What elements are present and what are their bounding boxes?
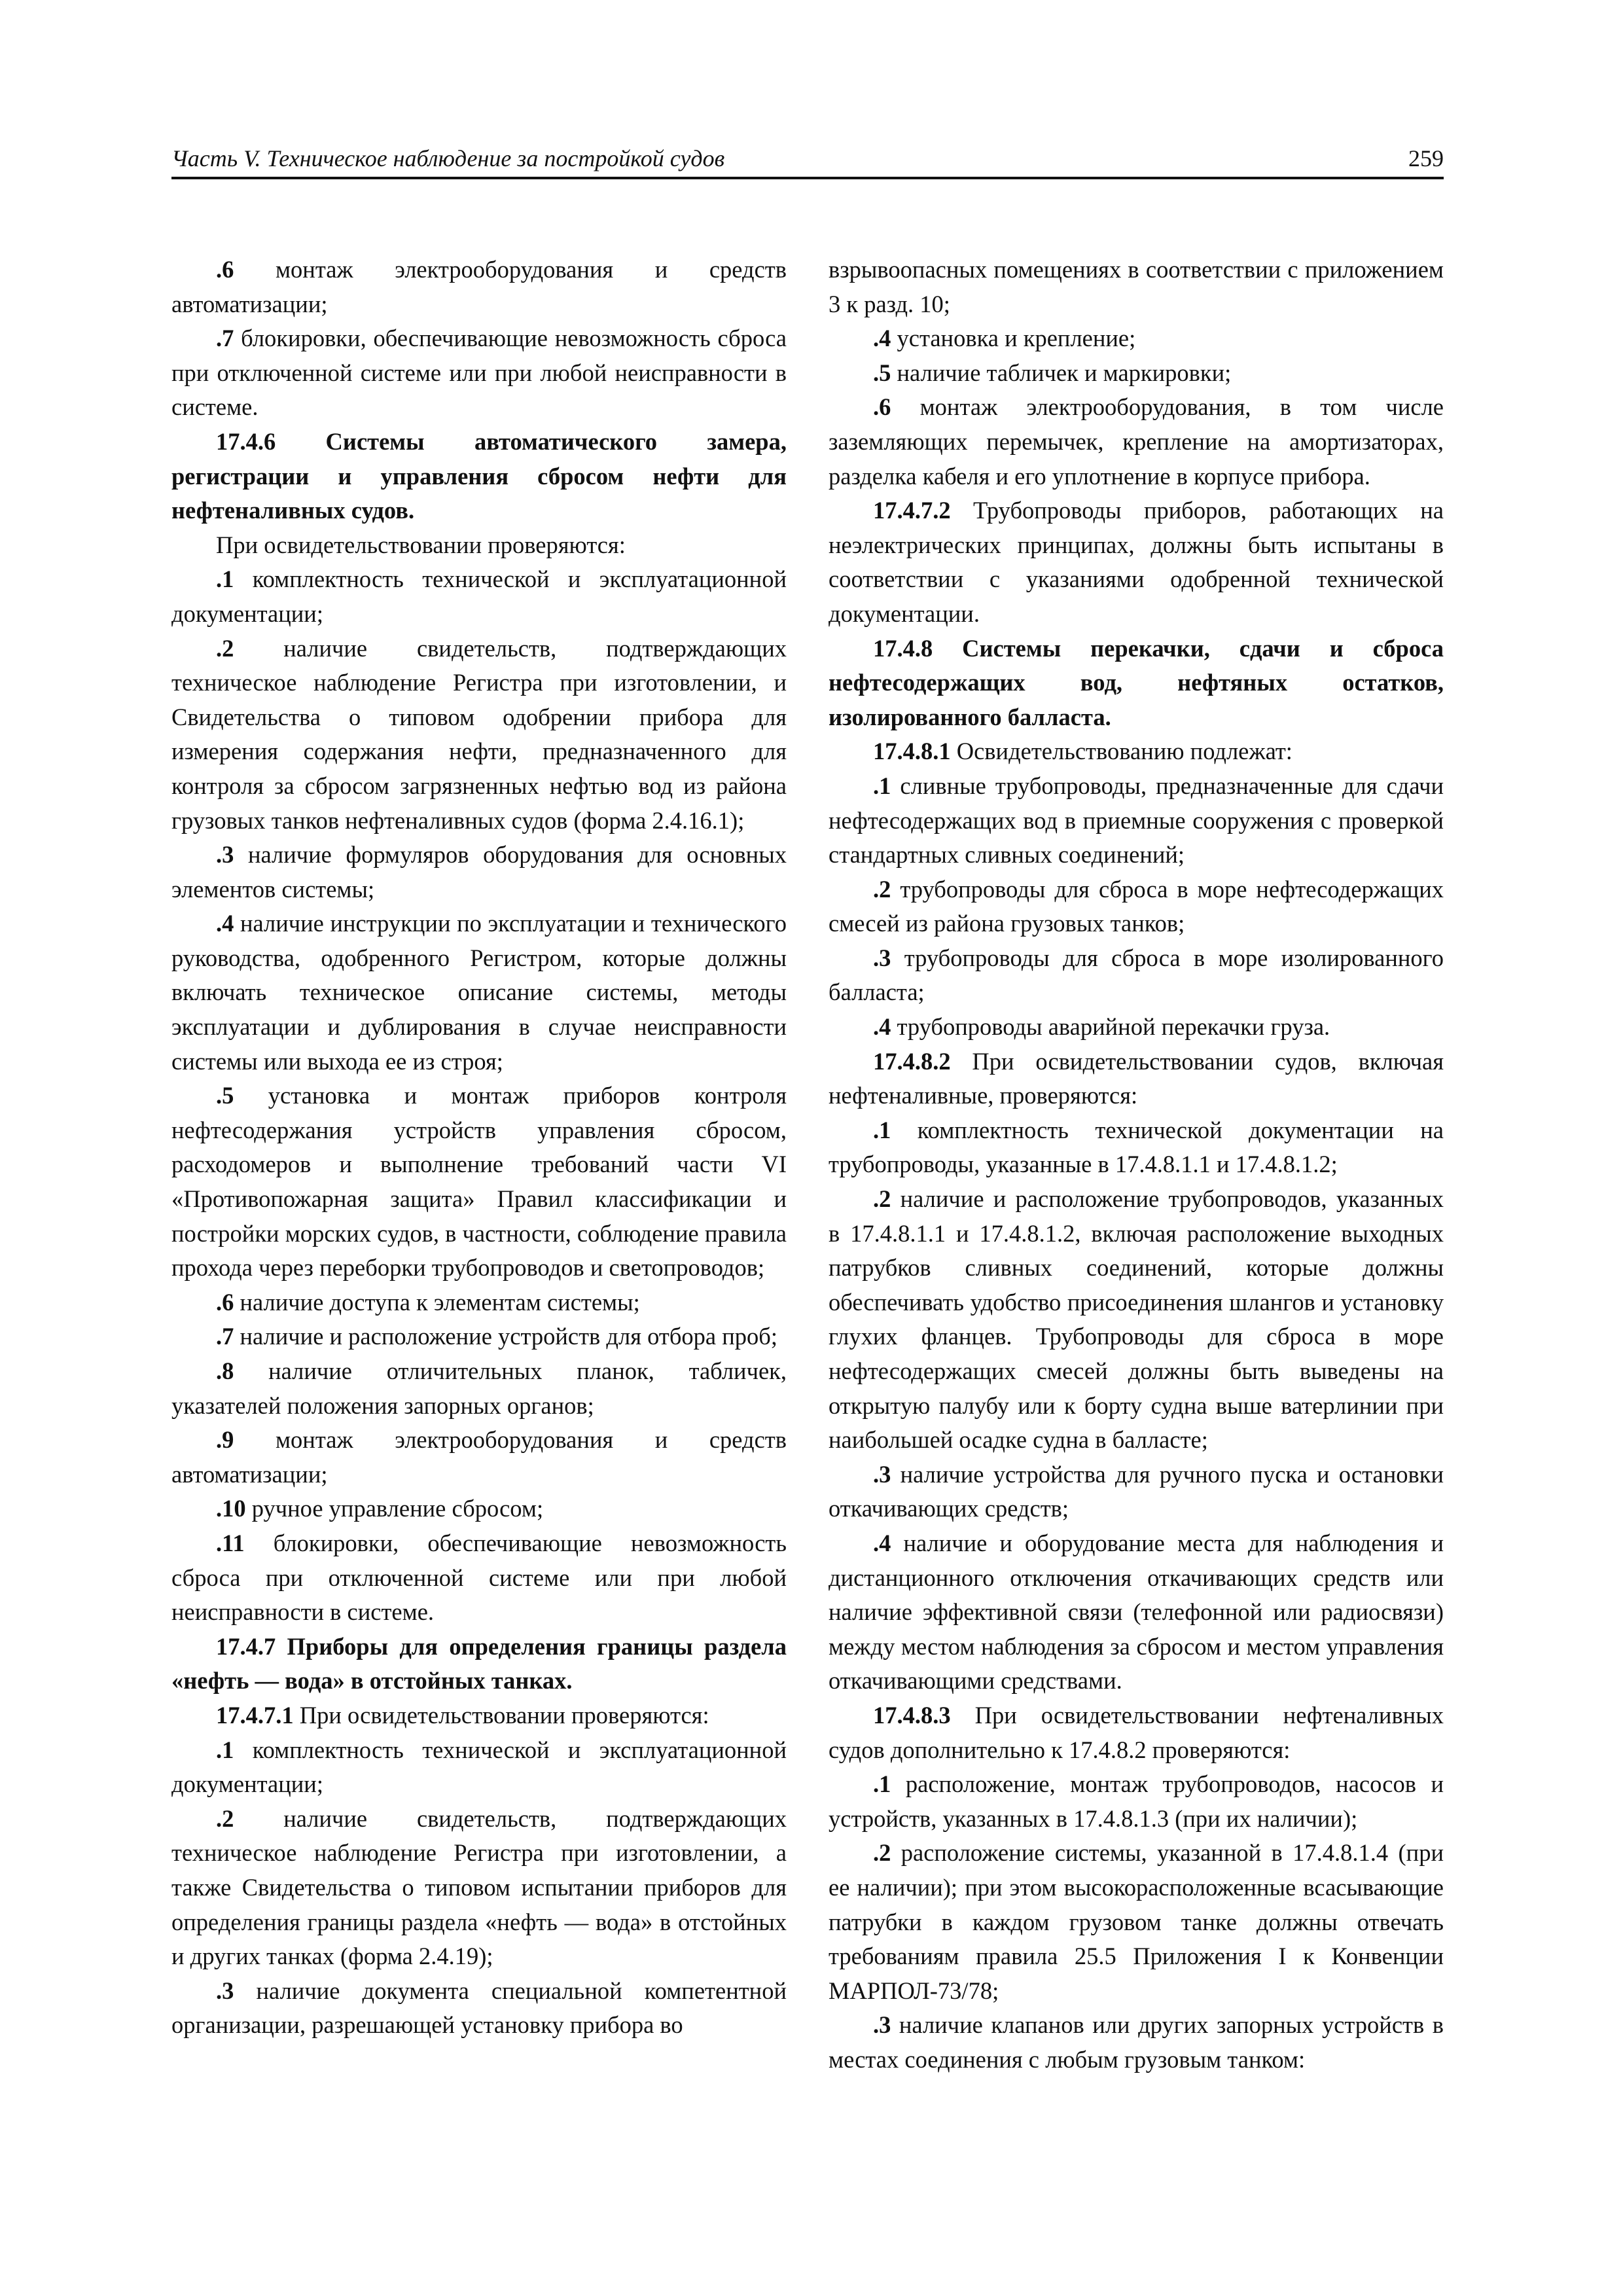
paragraph-text: наличие свидетельств, подтверждающих техническое наблюдение Регистра при изготовлении, а также Свидетельства о типовом испытании приборов для определения границы раздела «нефть — вода» в отстойных и других танках (форма 2.4.19); <box>171 1804 787 1970</box>
paragraph-text: сливные трубопроводы, предназначенные для сдачи нефтесодержащих вод в приемные сооружения с проверкой стандартных сливных соединений; <box>829 772 1444 869</box>
paragraph-text: комплектность технической документации на трубопроводы, указанные в 17.4.8.1.1 и 17.4.8.1.2; <box>829 1116 1444 1178</box>
item-number: .3 <box>873 944 891 971</box>
paragraph-text: монтаж электрооборудования и средств автоматизации; <box>171 256 787 317</box>
paragraph-text: трубопроводы для сброса в море нефтесодержащих смесей из района грузовых танков; <box>829 875 1444 937</box>
paragraph-text: трубопроводы аварийной перекачки груза. <box>891 1013 1330 1041</box>
paragraph <box>829 1698 1444 1767</box>
item-number: .1 <box>873 1770 891 1798</box>
item-number: .9 <box>216 1426 234 1454</box>
item-number: .2 <box>216 1804 234 1832</box>
item-number: .3 <box>873 1460 891 1488</box>
paragraph-text: наличие табличек и маркировки; <box>891 359 1232 386</box>
section-heading <box>829 632 1444 735</box>
paragraph <box>829 1182 1444 1458</box>
item-number: .4 <box>873 1529 891 1556</box>
paragraph-text: установка и монтаж приборов контроля нефтесодержания устройств управления сбросом, расходомеров и выполнение требований части VI «Противопожарная защита» Правил классификации и постройки морских судов, в частности, соблюдение правила прохода через переборки трубопроводов и светопроводов; <box>171 1082 787 1282</box>
item-number: .5 <box>216 1082 234 1109</box>
item-number: 17.4.7.1 <box>216 1701 294 1729</box>
paragraph-text: трубопроводы для сброса в море изолированного балласта; <box>829 944 1444 1006</box>
section-heading <box>171 425 787 528</box>
paragraph-text: наличие клапанов или других запорных устройств в местах соединения с любым грузовым танком: <box>829 2011 1444 2073</box>
paragraph <box>829 1836 1444 2008</box>
paragraph-text: комплектность технической и эксплуатационной документации; <box>171 1736 787 1798</box>
paragraph <box>171 632 787 838</box>
page-number: 259 <box>1408 145 1444 171</box>
paragraph <box>171 528 787 563</box>
paragraph-text: наличие отличительных планок, табличек, указателей положения запорных органов; <box>171 1357 787 1419</box>
paragraph-text: Трубопроводы приборов, работающих на неэлектрических принципах, должны быть испытаны в соответствии с указаниями одобренной технической документации. <box>829 497 1444 627</box>
heading-text: 17.4.7 Приборы для определения границы раздела «нефть — вода» в отстойных танках. <box>171 1632 787 1695</box>
item-number: .3 <box>216 1977 234 2004</box>
paragraph <box>829 1458 1444 1526</box>
item-number: .1 <box>216 565 234 593</box>
paragraph-text: Освидетельствованию подлежат: <box>950 738 1293 765</box>
item-number: .1 <box>216 1736 234 1763</box>
item-number: .2 <box>873 875 891 903</box>
paragraph <box>171 1733 787 1802</box>
paragraph <box>171 1319 787 1354</box>
paragraph <box>171 1802 787 1974</box>
paragraph-text: наличие свидетельств, подтверждающих техническое наблюдение Регистра при изготовлении, и Свидетельства о типовом одобрении прибора для измерения содержания нефти, предназначенного для контроля за сбросом загрязненных нефтью вод из района грузовых танков нефтеналивных судов (форма 2.4.16.1); <box>171 634 787 834</box>
paragraph-text: монтаж электрооборудования и средств автоматизации; <box>171 1426 787 1488</box>
item-number: .7 <box>216 325 234 352</box>
paragraph-text: ручное управление сбросом; <box>245 1495 544 1522</box>
paragraph <box>171 1354 787 1423</box>
paragraph <box>171 906 787 1079</box>
paragraph-text: При освидетельствовании проверяются: <box>293 1701 709 1729</box>
heading-text: 17.4.6 Системы автоматического замера, регистрации и управления сбросом нефти для нефтеналивных судов. <box>171 427 787 524</box>
paragraph <box>171 1974 787 2043</box>
item-number: 17.4.8.2 <box>873 1047 951 1075</box>
header-rule <box>171 177 1444 179</box>
paragraph-text: взрывоопасных помещениях в соответствии с приложением 3 к разд. 10; <box>829 256 1444 317</box>
paragraph <box>829 356 1444 391</box>
paragraph <box>829 321 1444 356</box>
paragraph <box>171 838 787 906</box>
item-number: .1 <box>873 772 891 799</box>
item-number: 17.4.8.3 <box>873 1701 951 1729</box>
item-number: .2 <box>216 634 234 662</box>
item-number: .3 <box>216 841 234 869</box>
running-header <box>171 140 1444 177</box>
paragraph <box>829 769 1444 872</box>
paragraph <box>829 1113 1444 1182</box>
paragraph <box>171 321 787 425</box>
item-number: .6 <box>216 1288 234 1316</box>
paragraph-text: расположение системы, указанной в 17.4.8.1.4 (при ее наличии); при этом высокорасположенные всасывающие патрубки в каждом грузовом танке должны отвечать требованиям правила 25.5 Приложения I к Конвенции МАРПОЛ-73/78; <box>829 1839 1444 2004</box>
item-number: .7 <box>216 1323 234 1350</box>
header-title: Часть V. Техническое наблюдение за постройкой судов <box>171 145 725 171</box>
paragraph <box>171 1079 787 1285</box>
paragraph-text: наличие доступа к элементам системы; <box>234 1288 640 1316</box>
paragraph <box>829 941 1444 1010</box>
paragraph <box>171 1423 787 1492</box>
paragraph <box>829 2008 1444 2077</box>
paragraph-text: блокировки, обеспечивающие невозможность сброса при отключенной системе или при любой неисправности в системе. <box>171 1529 787 1626</box>
item-number: 17.4.7.2 <box>873 497 951 524</box>
item-number: .4 <box>873 1013 891 1041</box>
paragraph <box>829 493 1444 631</box>
item-number: .2 <box>873 1185 891 1213</box>
paragraph <box>829 1010 1444 1045</box>
heading-text: 17.4.8 Системы перекачки, сдачи и сброса нефтесодержащих вод, нефтяных остатков, изолированного балласта. <box>829 634 1444 730</box>
paragraph-text: расположение, монтаж трубопроводов, насосов и устройств, указанных в 17.4.8.1.3 (при их наличии); <box>829 1770 1444 1832</box>
paragraph <box>829 1767 1444 1836</box>
paragraph-text: При освидетельствовании нефтеналивных судов дополнительно к 17.4.8.2 проверяются: <box>829 1701 1444 1763</box>
paragraph <box>829 872 1444 941</box>
paragraph <box>171 562 787 631</box>
item-number: .6 <box>873 393 891 421</box>
right-column <box>829 253 1444 2077</box>
item-number: .3 <box>873 2011 891 2039</box>
paragraph-text: наличие документа специальной компетентной организации, разрешающей установку прибора во <box>171 1977 787 2039</box>
paragraph <box>829 390 1444 493</box>
item-number: .5 <box>873 359 891 386</box>
paragraph <box>829 1526 1444 1698</box>
paragraph-text: наличие инструкции по эксплуатации и технического руководства, одобренного Регистром, которые должны включать техническое описание системы, методы эксплуатации и дублирования в случае неисправности системы или выхода ее из строя; <box>171 910 787 1075</box>
paragraph <box>829 1045 1444 1113</box>
item-number: 17.4.8.1 <box>873 738 951 765</box>
paragraph <box>171 1526 787 1630</box>
paragraph-text: блокировки, обеспечивающие невозможность сброса при отключенной системе или при любой неисправности в системе. <box>171 325 787 421</box>
paragraph-text: монтаж электрооборудования, в том числе заземляющих перемычек, крепление на амортизаторах, разделка кабеля и его уплотнение в корпусе прибора. <box>829 393 1444 490</box>
item-number: .4 <box>873 325 891 352</box>
paragraph <box>171 1492 787 1526</box>
paragraph <box>171 1698 787 1733</box>
paragraph <box>171 253 787 321</box>
paragraph-text: При освидетельствовании проверяются: <box>216 531 626 558</box>
item-number: .11 <box>216 1529 245 1556</box>
paragraph <box>829 734 1444 769</box>
left-column <box>171 253 787 2043</box>
paragraph-text: наличие устройства для ручного пуска и остановки откачивающих средств; <box>829 1460 1444 1522</box>
paragraph-text: При освидетельствовании судов, включая нефтеналивные, проверяются: <box>829 1047 1444 1109</box>
paragraph-text: наличие и оборудование места для наблюдения и дистанционного отключения откачивающих средств или наличие эффективной связи (телефонной или радиосвязи) между местом наблюдения за сбросом и местом управления откачивающими средствами. <box>829 1529 1444 1695</box>
paragraph-text: наличие формуляров оборудования для основных элементов системы; <box>171 841 787 903</box>
item-number: .6 <box>216 256 234 283</box>
section-heading <box>171 1630 787 1698</box>
paragraph <box>829 253 1444 321</box>
paragraph-text: комплектность технической и эксплуатационной документации; <box>171 565 787 627</box>
paragraph <box>171 1285 787 1320</box>
item-number: .4 <box>216 910 234 937</box>
item-number: .1 <box>873 1116 891 1143</box>
paragraph-text: установка и крепление; <box>891 325 1136 352</box>
item-number: .2 <box>873 1839 891 1867</box>
paragraph-text: наличие и расположение устройств для отбора проб; <box>234 1323 777 1350</box>
paragraph-text: наличие и расположение трубопроводов, указанных в 17.4.8.1.1 и 17.4.8.1.2, включая расположение выходных патрубков сливных соединений, которые должны обеспечивать удобство присоединения шлангов и установку глухих фланцев. Трубопроводы для сброса в море нефтесодержащих смесей должны быть выведены на открытую палубу или к борту судна выше ватерлинии при наибольшей осадке судна в балласте; <box>829 1185 1444 1454</box>
item-number: .10 <box>216 1495 246 1522</box>
item-number: .8 <box>216 1357 234 1384</box>
